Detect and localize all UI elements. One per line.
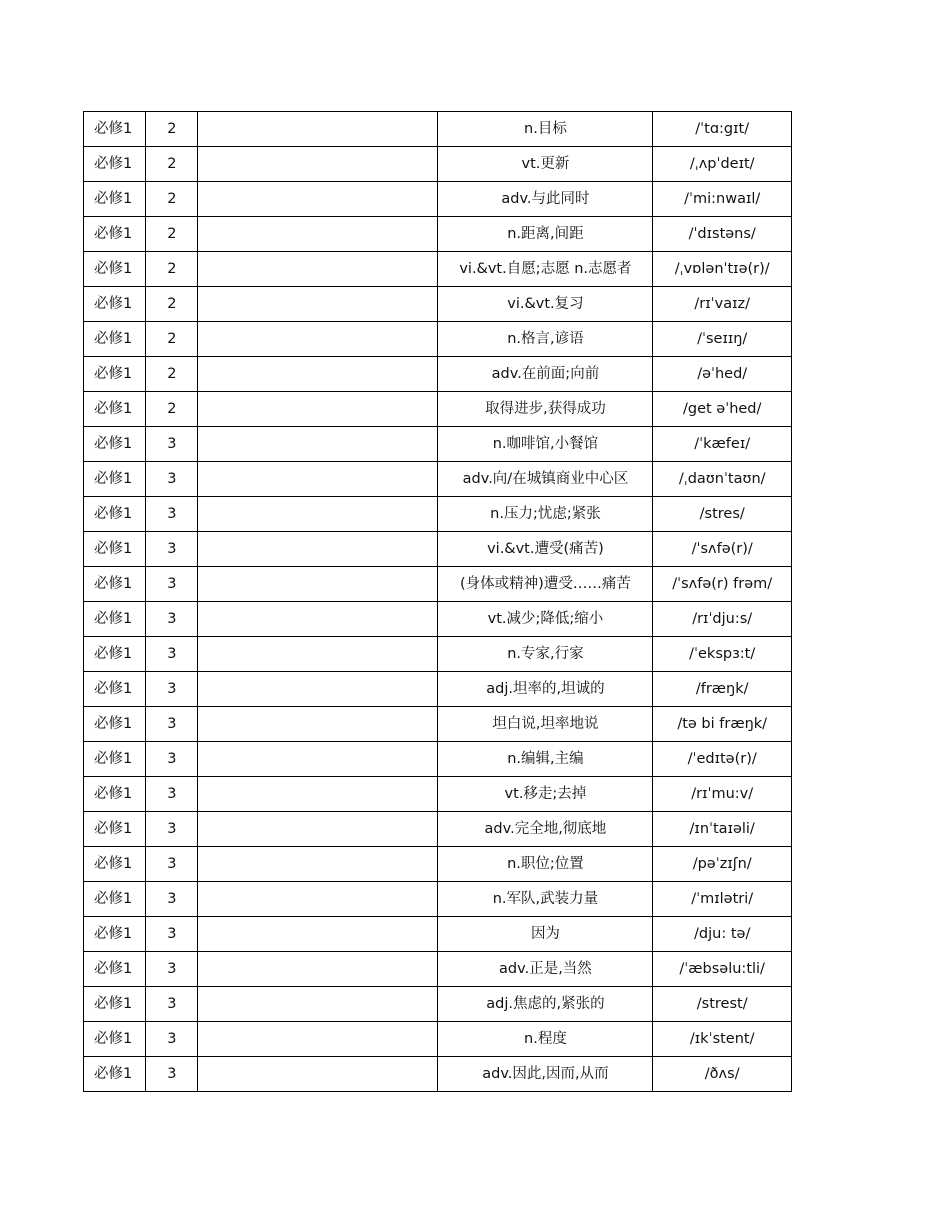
phonetic-cell: /stres/ <box>653 497 792 532</box>
unit-cell: 2 <box>146 322 198 357</box>
word-cell <box>198 707 438 742</box>
word-cell <box>198 1057 438 1092</box>
unit-cell: 3 <box>146 812 198 847</box>
book-cell: 必修1 <box>84 182 146 217</box>
book-cell: 必修1 <box>84 252 146 287</box>
book-cell: 必修1 <box>84 532 146 567</box>
word-cell <box>198 672 438 707</box>
phonetic-cell: /strest/ <box>653 987 792 1022</box>
book-cell: 必修1 <box>84 847 146 882</box>
phonetic-cell: /get əˈhed/ <box>653 392 792 427</box>
book-cell: 必修1 <box>84 987 146 1022</box>
phonetic-cell: /rɪˈmu:v/ <box>653 777 792 812</box>
word-cell <box>198 847 438 882</box>
word-cell <box>198 987 438 1022</box>
book-cell: 必修1 <box>84 707 146 742</box>
unit-cell: 3 <box>146 532 198 567</box>
book-cell: 必修1 <box>84 952 146 987</box>
word-cell <box>198 462 438 497</box>
meaning-cell: n.距离,间距 <box>438 217 653 252</box>
vocabulary-table-body <box>84 112 792 1092</box>
table-row <box>84 392 792 427</box>
unit-cell: 3 <box>146 637 198 672</box>
meaning-cell: n.目标 <box>438 112 653 147</box>
word-cell <box>198 812 438 847</box>
meaning-cell: 取得进步,获得成功 <box>438 392 653 427</box>
phonetic-cell: /fræŋk/ <box>653 672 792 707</box>
unit-cell: 2 <box>146 392 198 427</box>
unit-cell: 2 <box>146 112 198 147</box>
table-row <box>84 637 792 672</box>
meaning-cell: (身体或精神)遭受……痛苦 <box>438 567 653 602</box>
phonetic-cell: /ðʌs/ <box>653 1057 792 1092</box>
meaning-cell: adv.与此同时 <box>438 182 653 217</box>
unit-cell: 3 <box>146 497 198 532</box>
word-cell <box>198 427 438 462</box>
phonetic-cell: /ˌvɒlənˈtɪə(r)/ <box>653 252 792 287</box>
table-row <box>84 532 792 567</box>
table-row <box>84 112 792 147</box>
book-cell: 必修1 <box>84 1057 146 1092</box>
table-row <box>84 882 792 917</box>
meaning-cell: n.职位;位置 <box>438 847 653 882</box>
word-cell <box>198 952 438 987</box>
vocabulary-table <box>83 111 792 1092</box>
word-cell <box>198 742 438 777</box>
unit-cell: 3 <box>146 917 198 952</box>
meaning-cell: n.编辑,主编 <box>438 742 653 777</box>
table-row <box>84 427 792 462</box>
unit-cell: 2 <box>146 217 198 252</box>
unit-cell: 3 <box>146 742 198 777</box>
book-cell: 必修1 <box>84 672 146 707</box>
phonetic-cell: /ˈedɪtə(r)/ <box>653 742 792 777</box>
phonetic-cell: /ˈæbsəlu:tli/ <box>653 952 792 987</box>
meaning-cell: n.程度 <box>438 1022 653 1057</box>
book-cell: 必修1 <box>84 1022 146 1057</box>
word-cell <box>198 602 438 637</box>
phonetic-cell: /dju: tə/ <box>653 917 792 952</box>
word-cell <box>198 637 438 672</box>
book-cell: 必修1 <box>84 147 146 182</box>
table-row <box>84 987 792 1022</box>
phonetic-cell: /ˈdɪstəns/ <box>653 217 792 252</box>
phonetic-cell: /ɪkˈstent/ <box>653 1022 792 1057</box>
word-cell <box>198 882 438 917</box>
unit-cell: 3 <box>146 1057 198 1092</box>
phonetic-cell: /ˈtɑ:gɪt/ <box>653 112 792 147</box>
book-cell: 必修1 <box>84 217 146 252</box>
meaning-cell: 坦白说,坦率地说 <box>438 707 653 742</box>
word-cell <box>198 497 438 532</box>
unit-cell: 3 <box>146 882 198 917</box>
unit-cell: 3 <box>146 707 198 742</box>
unit-cell: 2 <box>146 252 198 287</box>
phonetic-cell: /ˈsʌfə(r)/ <box>653 532 792 567</box>
book-cell: 必修1 <box>84 357 146 392</box>
meaning-cell: 因为 <box>438 917 653 952</box>
meaning-cell: adj.焦虑的,紧张的 <box>438 987 653 1022</box>
table-row <box>84 812 792 847</box>
table-row <box>84 707 792 742</box>
meaning-cell: n.军队,武装力量 <box>438 882 653 917</box>
unit-cell: 3 <box>146 777 198 812</box>
meaning-cell: adv.因此,因而,从而 <box>438 1057 653 1092</box>
table-row <box>84 742 792 777</box>
word-cell <box>198 357 438 392</box>
book-cell: 必修1 <box>84 777 146 812</box>
word-cell <box>198 392 438 427</box>
phonetic-cell: /ɪnˈtaɪəli/ <box>653 812 792 847</box>
word-cell <box>198 917 438 952</box>
meaning-cell: n.格言,谚语 <box>438 322 653 357</box>
phonetic-cell: /rɪˈdju:s/ <box>653 602 792 637</box>
phonetic-cell: /əˈhed/ <box>653 357 792 392</box>
table-row <box>84 602 792 637</box>
phonetic-cell: /tə bi fræŋk/ <box>653 707 792 742</box>
table-row <box>84 182 792 217</box>
unit-cell: 3 <box>146 672 198 707</box>
unit-cell: 3 <box>146 1022 198 1057</box>
book-cell: 必修1 <box>84 567 146 602</box>
book-cell: 必修1 <box>84 287 146 322</box>
meaning-cell: vt.减少;降低;缩小 <box>438 602 653 637</box>
table-row <box>84 672 792 707</box>
table-row <box>84 147 792 182</box>
meaning-cell: vi.&vt.复习 <box>438 287 653 322</box>
phonetic-cell: /rɪˈvaɪz/ <box>653 287 792 322</box>
unit-cell: 3 <box>146 567 198 602</box>
word-cell <box>198 567 438 602</box>
table-row <box>84 357 792 392</box>
table-row <box>84 217 792 252</box>
table-row <box>84 1057 792 1092</box>
word-cell <box>198 777 438 812</box>
unit-cell: 3 <box>146 987 198 1022</box>
table-row <box>84 847 792 882</box>
meaning-cell: vt.更新 <box>438 147 653 182</box>
unit-cell: 3 <box>146 427 198 462</box>
unit-cell: 3 <box>146 952 198 987</box>
book-cell: 必修1 <box>84 602 146 637</box>
meaning-cell: adj.坦率的,坦诚的 <box>438 672 653 707</box>
meaning-cell: n.专家,行家 <box>438 637 653 672</box>
word-cell <box>198 252 438 287</box>
phonetic-cell: /ˌʌpˈdeɪt/ <box>653 147 792 182</box>
unit-cell: 2 <box>146 287 198 322</box>
table-row <box>84 1022 792 1057</box>
book-cell: 必修1 <box>84 392 146 427</box>
unit-cell: 2 <box>146 357 198 392</box>
table-row <box>84 287 792 322</box>
book-cell: 必修1 <box>84 882 146 917</box>
word-cell <box>198 182 438 217</box>
word-cell <box>198 287 438 322</box>
book-cell: 必修1 <box>84 637 146 672</box>
unit-cell: 2 <box>146 182 198 217</box>
unit-cell: 3 <box>146 602 198 637</box>
phonetic-cell: /ˈmɪlətri/ <box>653 882 792 917</box>
table-row <box>84 952 792 987</box>
meaning-cell: vt.移走;去掉 <box>438 777 653 812</box>
book-cell: 必修1 <box>84 917 146 952</box>
word-cell <box>198 112 438 147</box>
meaning-cell: vi.&vt.遭受(痛苦) <box>438 532 653 567</box>
table-row <box>84 777 792 812</box>
word-cell <box>198 147 438 182</box>
word-cell <box>198 217 438 252</box>
phonetic-cell: /ˌdaʊnˈtaʊn/ <box>653 462 792 497</box>
table-row <box>84 252 792 287</box>
meaning-cell: n.咖啡馆,小餐馆 <box>438 427 653 462</box>
book-cell: 必修1 <box>84 112 146 147</box>
word-cell <box>198 532 438 567</box>
table-row <box>84 917 792 952</box>
phonetic-cell: /pəˈzɪʃn/ <box>653 847 792 882</box>
meaning-cell: adv.在前面;向前 <box>438 357 653 392</box>
unit-cell: 3 <box>146 847 198 882</box>
book-cell: 必修1 <box>84 742 146 777</box>
phonetic-cell: /ˈmi:nwaɪl/ <box>653 182 792 217</box>
book-cell: 必修1 <box>84 322 146 357</box>
phonetic-cell: /ˈkæfeɪ/ <box>653 427 792 462</box>
meaning-cell: vi.&vt.自愿;志愿 n.志愿者 <box>438 252 653 287</box>
book-cell: 必修1 <box>84 812 146 847</box>
unit-cell: 3 <box>146 462 198 497</box>
word-cell <box>198 1022 438 1057</box>
table-row <box>84 462 792 497</box>
word-cell <box>198 322 438 357</box>
book-cell: 必修1 <box>84 427 146 462</box>
table-row <box>84 497 792 532</box>
phonetic-cell: /ˈekspɜ:t/ <box>653 637 792 672</box>
phonetic-cell: /ˈsʌfə(r) frəm/ <box>653 567 792 602</box>
book-cell: 必修1 <box>84 462 146 497</box>
table-row <box>84 567 792 602</box>
meaning-cell: adv.完全地,彻底地 <box>438 812 653 847</box>
meaning-cell: adv.正是,当然 <box>438 952 653 987</box>
meaning-cell: adv.向/在城镇商业中心区 <box>438 462 653 497</box>
book-cell: 必修1 <box>84 497 146 532</box>
unit-cell: 2 <box>146 147 198 182</box>
phonetic-cell: /ˈseɪɪŋ/ <box>653 322 792 357</box>
table-row <box>84 322 792 357</box>
meaning-cell: n.压力;忧虑;紧张 <box>438 497 653 532</box>
